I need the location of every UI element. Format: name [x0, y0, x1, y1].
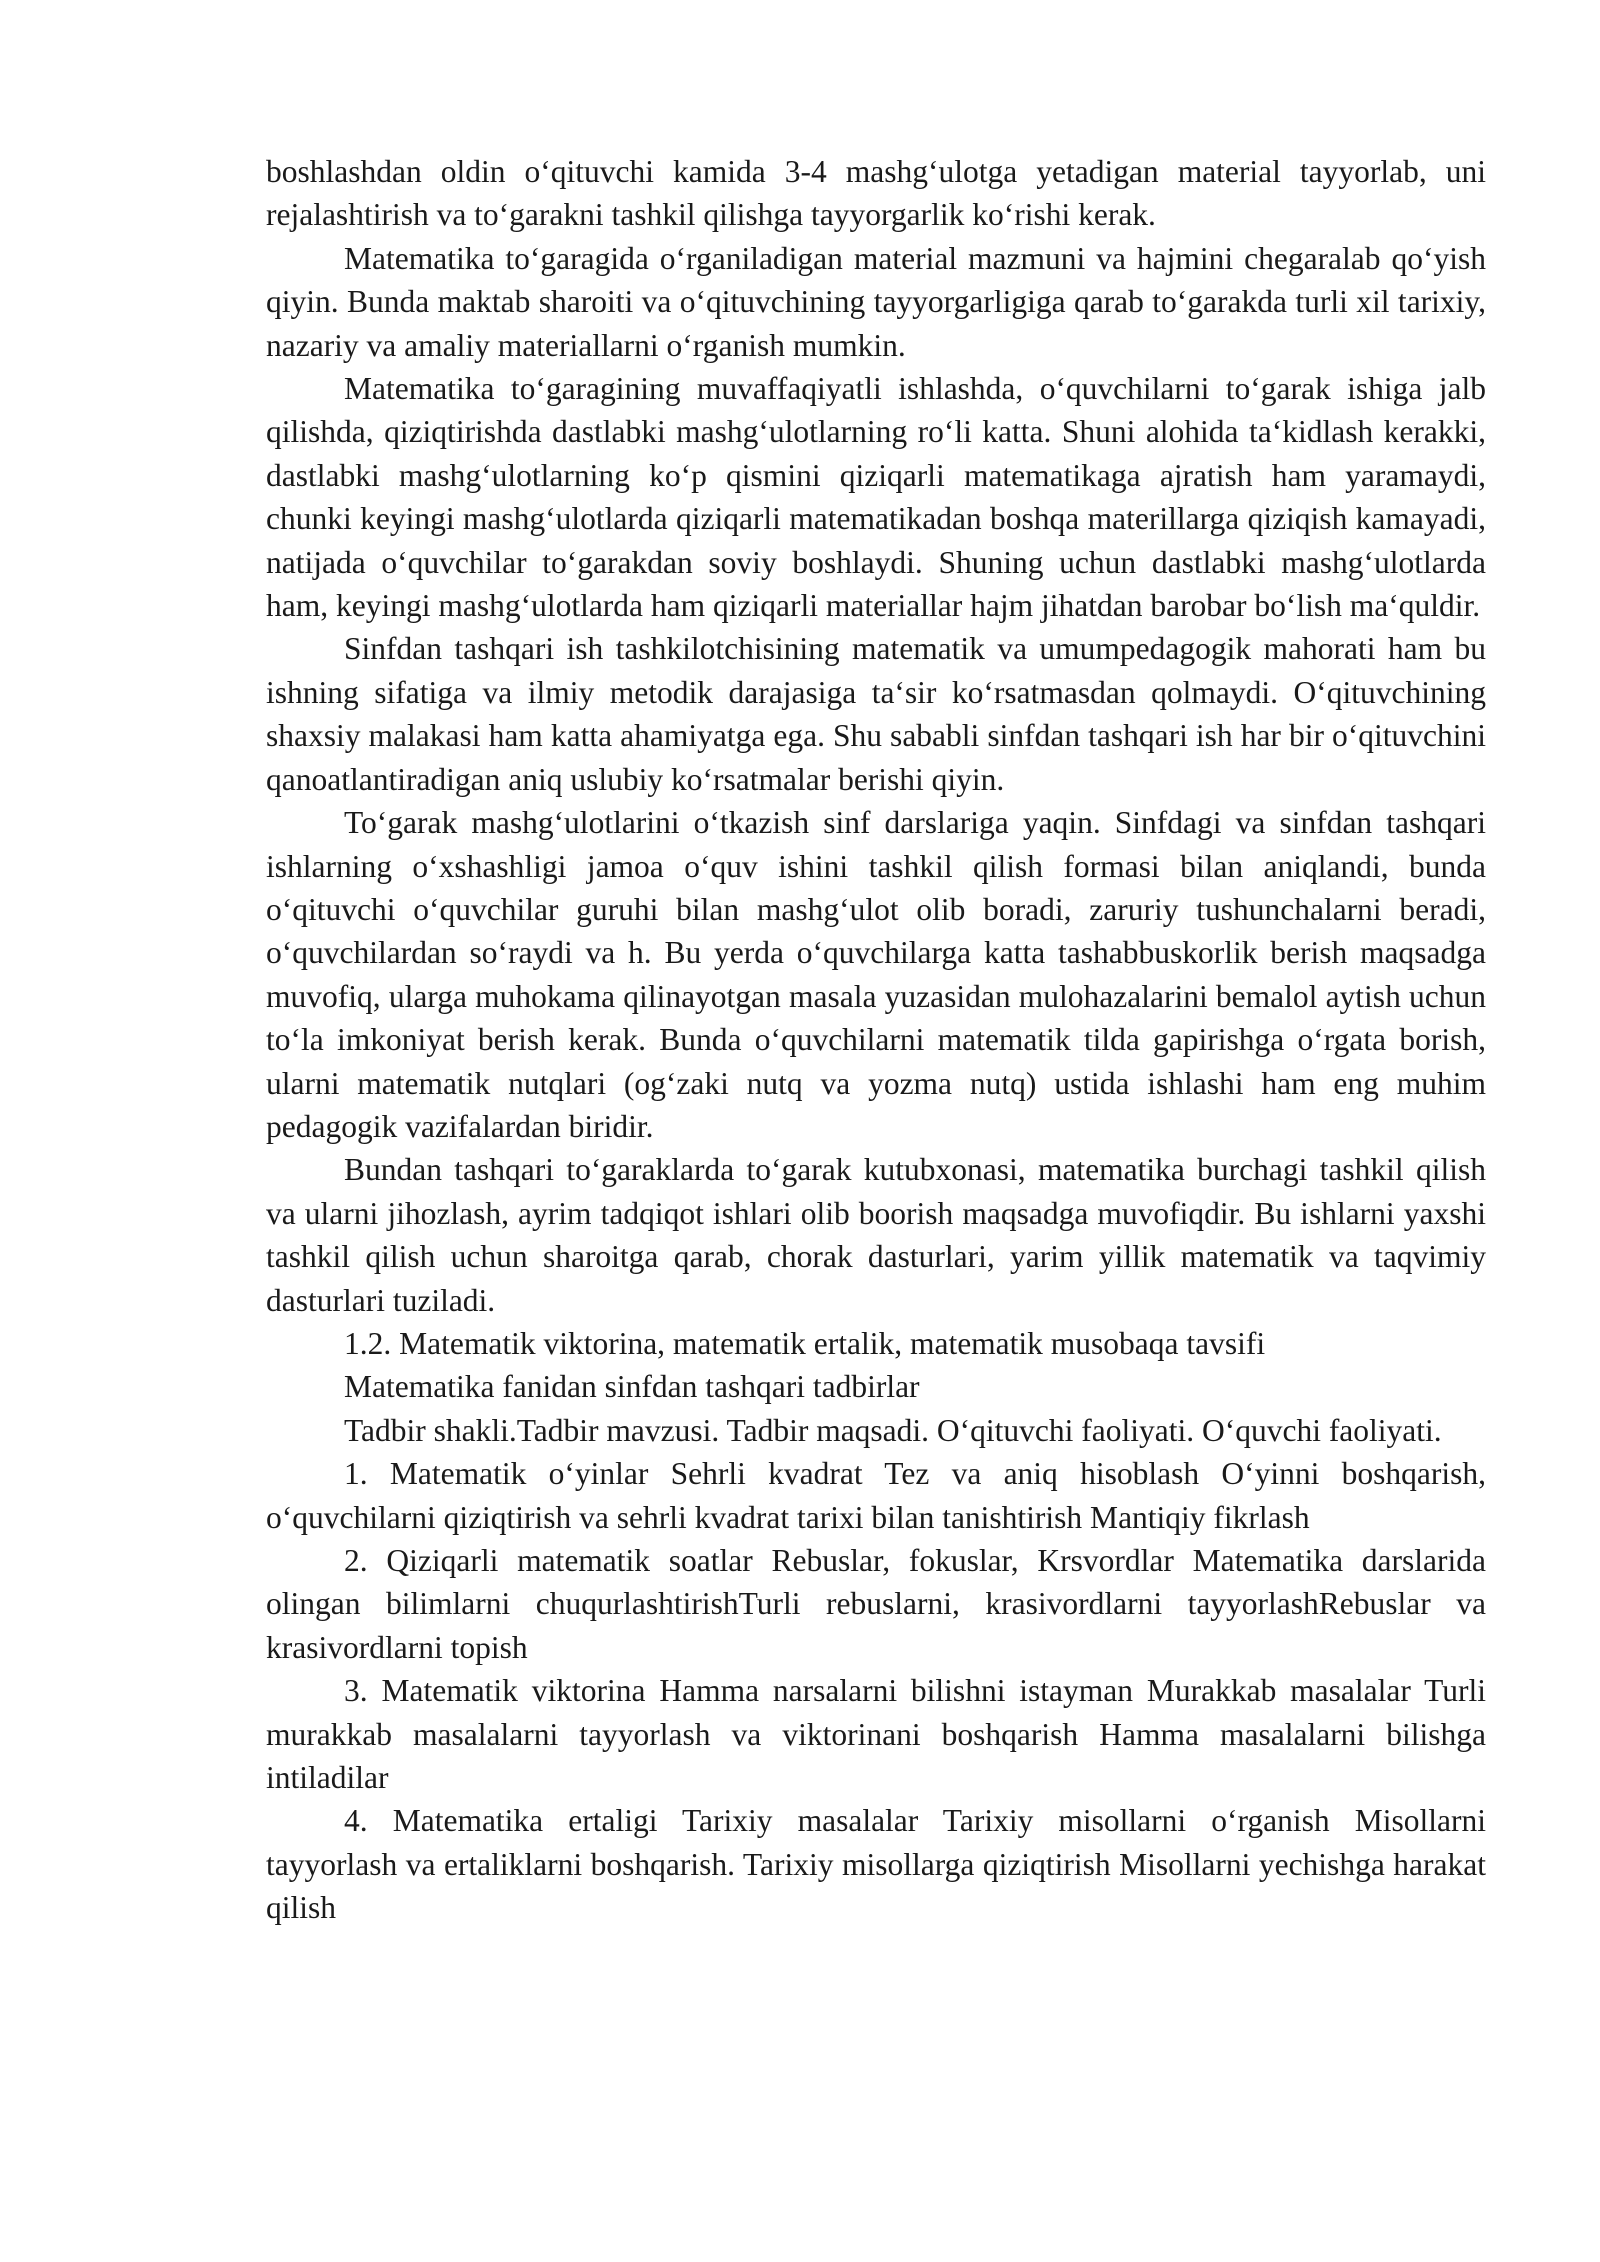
paragraph-event-columns: Tadbir shakli.Tadbir mavzusi. Tadbir maqsadi. O‘qituvchi faoliyati. O‘quvchi faoliyati.	[344, 1412, 1442, 1448]
document-page	[266, 150, 1486, 1930]
paragraph-initial-sessions: Matematika to‘garagining muvaffaqiyatli ishlashda, o‘quvchilarni to‘garak ishiga jalb qilishda, qiziqtirishda dastlabki mashg‘ulotlarning ro‘li katta. Shuni alohida ta‘kidlash kerakki, dastlabki mashg‘ulotlarning ko‘p qismini qiziqarli matematikaga ajratish ham yaramaydi, chunki keyingi mashg‘ulotlarda qiziqarli matematikadan boshqa materillarga qiziqish kamayadi, natijada o‘quvchilar to‘garakdan soviy boshlaydi. Shuning uchun dastlabki mashg‘ulotlarda ham, keyingi mashg‘ulotlarda ham qiziqarli materiallar hajm jihatdan barobar bo‘lish ma‘quldir.	[266, 371, 1486, 624]
list-item-1: 1. Matematik o‘yinlar Sehrli kvadrat Tez va aniq hisoblash O‘yinni boshqarish, o‘quvchilarni qiziqtirish va sehrli kvadrat tarixi bilan tanishtirish Mantiqiy fikrlash	[266, 1456, 1486, 1535]
paragraph-club-sessions: To‘garak mashg‘ulotlarini o‘tkazish sinf darslariga yaqin. Sinfdagi va sinfdan tashqari ishlarning o‘xshashligi jamoa o‘quv ishini tashkil qilish formasi bilan aniqlandi, bunda o‘qituvchi o‘quvchilar guruhi bilan mashg‘ulot olib boradi, zaruriy tushunchalarni beradi, o‘quvchilardan so‘raydi va h. Bu yerda o‘quvchilarga katta tashabbuskorlik berish maqsadga muvofiq, ularga muhokama qilinayotgan masala yuzasidan mulohazalarini bemalol aytish uchun to‘la imkoniyat berish kerak. Bunda o‘quvchilarni matematik tilda gapirishga o‘rgata borish, ularni matematik nutqlari (og‘zaki nutq va yozma nutq) ustida ishlashi ham eng muhim pedagogik vazifalardan biridir.	[266, 805, 1486, 1144]
subheading-events: Matematika fanidan sinfdan tashqari tadbirlar	[344, 1369, 920, 1405]
list-item-4: 4. Matematika ertaligi Tarixiy masalalar Tarixiy misollarni o‘rganish Misollarni tayyorlash va ertaliklarni boshqarish. Tarixiy misollarga qiziqtirish Misollarni yechishga harakat qilish	[266, 1803, 1486, 1926]
paragraph-continuation: boshlashdan oldin o‘qituvchi kamida 3-4 mashg‘ulotga yetadigan material tayyorlab, uni rejalashtirish va to‘garakni tashkil qilishga tayyorgarlik ko‘rishi kerak.	[266, 154, 1486, 233]
paragraph-material-scope: Matematika to‘garagida o‘rganiladigan material mazmuni va hajmini chegaralab qo‘yish qiyin. Bunda maktab sharoiti va o‘qituvchining tayyorgarligiga qarab to‘garakda turli xil tarixiy, nazariy va amaliy materiallarni o‘rganish mumkin.	[266, 240, 1486, 363]
list-item-2: 2. Qiziqarli matematik soatlar Rebuslar, fokuslar, Krsvordlar Matematika darslarida olingan bilimlarni chuqurlashtirishTurli rebuslarni, krasivordlarni tayyorlashRebuslar va krasivordlarni topish	[266, 1543, 1486, 1665]
paragraph-organizer-skill: Sinfdan tashqari ish tashkilotchisining matematik va umumpedagogik mahorati ham bu ishning sifatiga va ilmiy metodik darajasiga ta‘sir ko‘rsatmasdan qolmaydi. O‘qituvchining shaxsiy malakasi ham katta ahamiyatga ega. Shu sababli sinfdan tashqari ish har bir o‘qituvchini qanoatlantiradigan aniq uslubiy ko‘rsatmalar berishi qiyin.	[266, 631, 1486, 797]
paragraph-club-library: Bundan tashqari to‘garaklarda to‘garak kutubxonasi, matematika burchagi tashkil qilish va ularni jihozlash, ayrim tadqiqot ishlari olib boorish maqsadga muvofiqdir. Bu ishlarni yaxshi tashkil qilish uchun sharoitga qarab, chorak dasturlari, yarim yillik matematik va taqvimiy dasturlari tuziladi.	[266, 1152, 1486, 1318]
section-heading: 1.2. Matematik viktorina, matematik ertalik, matematik musobaqa tavsifi	[344, 1325, 1266, 1361]
list-item-3: 3. Matematik viktorina Hamma narsalarni bilishni istayman Murakkab masalalar Turli murakkab masalalarni tayyorlash va viktorinani boshqarish Hamma masalalarni bilishga intiladilar	[266, 1673, 1486, 1796]
